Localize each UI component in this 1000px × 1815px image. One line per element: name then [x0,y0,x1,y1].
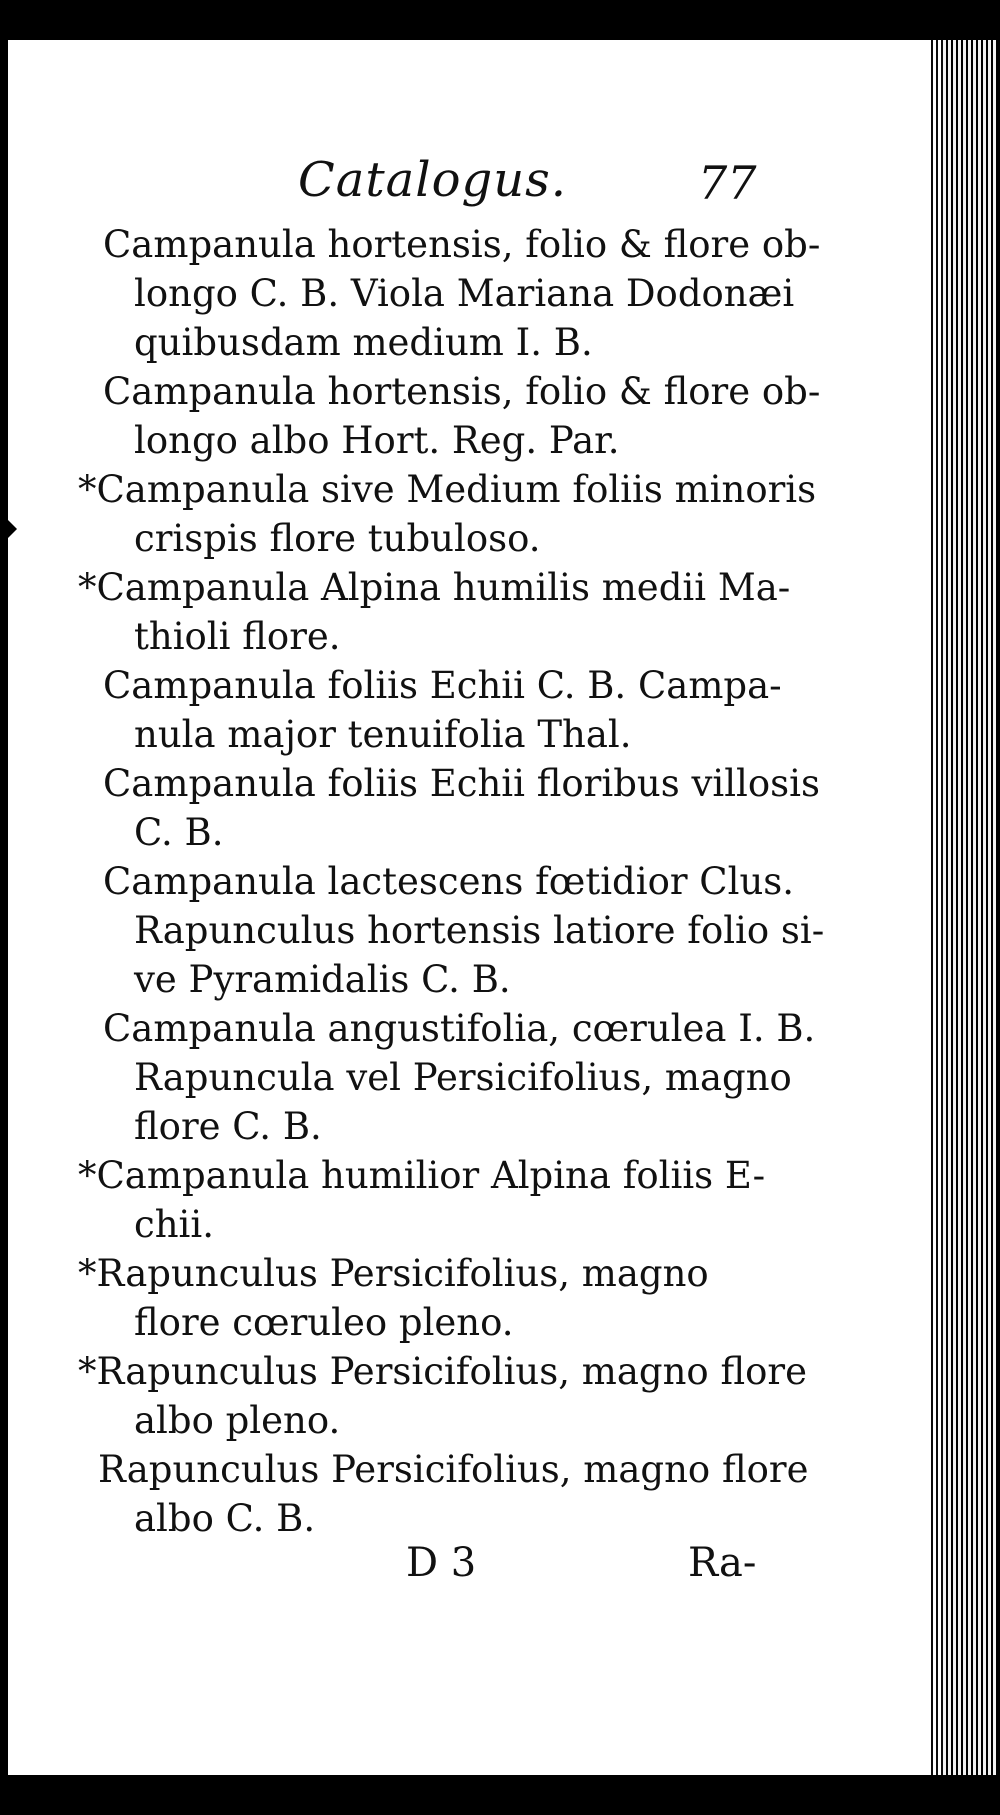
page-header [8,152,943,222]
page-footer [8,1540,943,1600]
text-line: Rapuncula vel Persicifolius, magno [134,1056,792,1099]
text-line: C. B. [134,811,224,854]
text-line: Rapunculus Persicifolius, magno flore [98,1448,809,1491]
text-line: ve Pyramidalis C. B. [134,958,511,1001]
signature-mark: D 3 [406,1540,477,1586]
book-spine-edge [928,40,998,1775]
text-line: chii. [134,1203,214,1246]
text-line: *Campanula humilior Alpina foliis E- [78,1154,766,1197]
text-line: nula major tenuifolia Thal. [134,713,632,756]
text-line: longo C. B. Viola Mariana Dodonæi [134,272,795,315]
text-line: crispis flore tubuloso. [134,517,541,560]
text-line: Campanula hortensis, folio & flore ob- [103,223,821,266]
page-paper [8,40,945,1775]
running-title: Catalogus. [298,152,568,208]
text-line: Campanula foliis Echii floribus villosis [103,762,820,805]
text-line: *Campanula sive Medium foliis minoris [78,468,817,511]
text-line: Campanula lactescens fœtidior Clus. [103,860,795,903]
text-line: *Rapunculus Persicifolius, magno [78,1252,709,1295]
page-number: 77 [698,156,757,210]
text-line: Campanula foliis Echii C. B. Campa- [103,664,782,707]
catalogue-entries [8,220,943,1543]
text-line: albo pleno. [134,1399,341,1442]
text-line: Campanula angustifolia, cœrulea I. B. [103,1007,816,1050]
catchword: Ra- [688,1540,757,1586]
text-line: thioli flore. [134,615,341,658]
text-line: *Rapunculus Persicifolius, magno flore [78,1350,807,1393]
text-line: albo C. B. [134,1497,316,1540]
text-line: Campanula hortensis, folio & flore ob- [103,370,821,413]
text-line: flore cœruleo pleno. [134,1301,514,1344]
text-line: flore C. B. [134,1105,322,1148]
text-line: Rapunculus hortensis latiore folio si- [134,909,825,952]
text-line: longo albo Hort. Reg. Par. [134,419,620,462]
text-line: *Campanula Alpina humilis medii Ma- [78,566,791,609]
text-line: quibusdam medium I. B. [134,321,593,364]
